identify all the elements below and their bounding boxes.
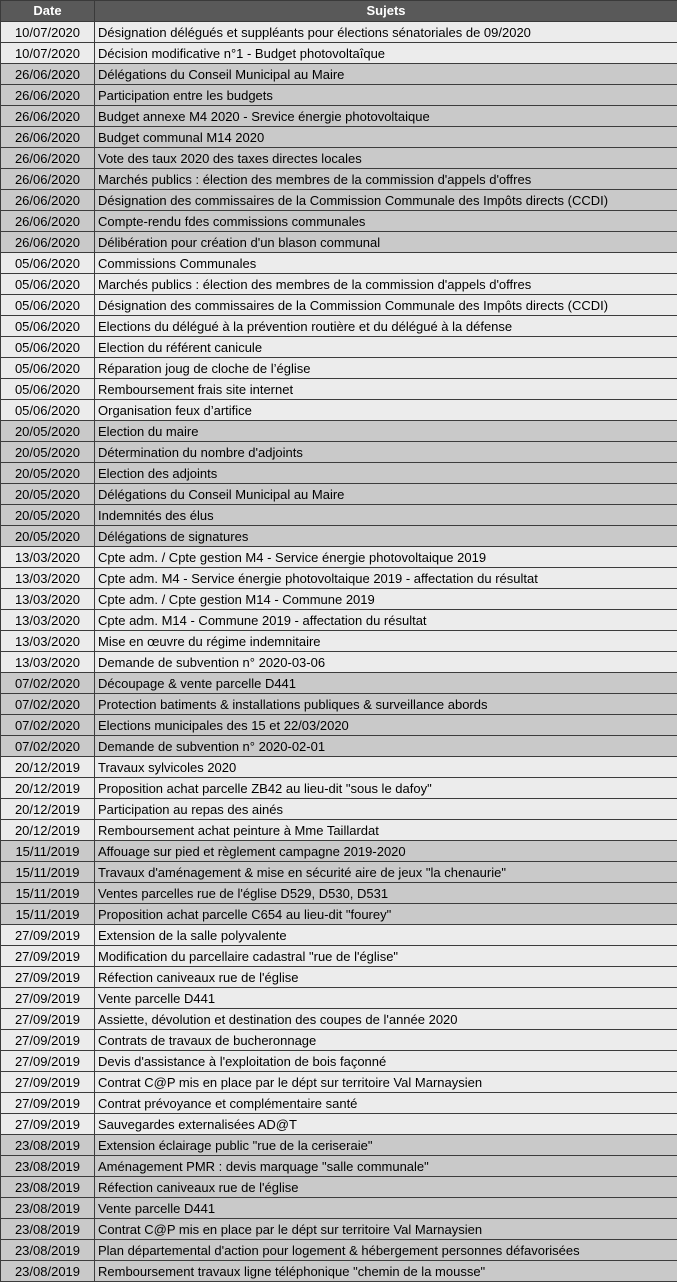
row-subject: Assiette, dévolution et destination des coupes de l'année 2020 [95,1009,677,1030]
row-date: 05/06/2020 [1,274,95,295]
row-subject: Désignation des commissaires de la Commission Communale des Impôts directs (CCDI) [95,295,677,316]
table-row [1,169,677,190]
row-date: 07/02/2020 [1,715,95,736]
table-row [1,547,677,568]
row-subject: Découpage & vente parcelle D441 [95,673,677,694]
row-date: 27/09/2019 [1,1114,95,1135]
row-date: 20/05/2020 [1,463,95,484]
row-subject: Décision modificative n°1 - Budget photovoltaîque [95,43,677,64]
row-date: 23/08/2019 [1,1177,95,1198]
row-subject: Désignation délégués et suppléants pour élections sénatoriales de 09/2020 [95,22,677,43]
row-subject: Demande de subvention n° 2020-03-06 [95,652,677,673]
table-row [1,1219,677,1240]
row-date: 05/06/2020 [1,400,95,421]
row-subject: Remboursement frais site internet [95,379,677,400]
table-row [1,1156,677,1177]
row-date: 13/03/2020 [1,631,95,652]
row-subject: Election du maire [95,421,677,442]
row-date: 05/06/2020 [1,337,95,358]
table-row [1,799,677,820]
row-subject: Contrats de travaux de bucheronnage [95,1030,677,1051]
table-row [1,1261,677,1282]
table-row [1,904,677,925]
row-subject: Compte-rendu fdes commissions communales [95,211,677,232]
row-subject: Election des adjoints [95,463,677,484]
row-subject: Proposition achat parcelle ZB42 au lieu-dit "sous le dafoy" [95,778,677,799]
row-date: 05/06/2020 [1,358,95,379]
row-subject: Organisation feux d’artifice [95,400,677,421]
row-date: 23/08/2019 [1,1219,95,1240]
row-subject: Devis d'assistance à l'exploitation de bois façonné [95,1051,677,1072]
table-row [1,694,677,715]
row-subject: Plan départemental d'action pour logement & hébergement personnes défavorisées [95,1240,677,1261]
table-row [1,1093,677,1114]
table-row [1,22,677,43]
row-subject: Délibération pour création d'un blason communal [95,232,677,253]
table-row [1,421,677,442]
row-subject: Participation au repas des ainés [95,799,677,820]
row-subject: Vente parcelle D441 [95,1198,677,1219]
table-row [1,1072,677,1093]
row-subject: Indemnités des élus [95,505,677,526]
row-date: 20/05/2020 [1,526,95,547]
row-date: 23/08/2019 [1,1135,95,1156]
row-date: 26/06/2020 [1,169,95,190]
table-row [1,589,677,610]
row-subject: Contrat C@P mis en place par le dépt sur territoire Val Marnaysien [95,1219,677,1240]
table-row [1,148,677,169]
table-row [1,253,677,274]
table-row [1,1051,677,1072]
row-subject: Proposition achat parcelle C654 au lieu-dit "fourey" [95,904,677,925]
row-date: 13/03/2020 [1,568,95,589]
row-subject: Contrat prévoyance et complémentaire santé [95,1093,677,1114]
row-subject: Cpte adm. M14 - Commune 2019 - affectation du résultat [95,610,677,631]
row-date: 23/08/2019 [1,1156,95,1177]
row-subject: Cpte adm. / Cpte gestion M4 - Service énergie photovoltaique 2019 [95,547,677,568]
table-row [1,295,677,316]
row-date: 20/05/2020 [1,442,95,463]
row-date: 20/12/2019 [1,778,95,799]
table-row [1,778,677,799]
date-column-header[interactable]: Date [1,1,95,22]
row-subject: Réfection caniveaux rue de l'église [95,967,677,988]
table-row [1,736,677,757]
row-subject: Budget communal M14 2020 [95,127,677,148]
row-date: 05/06/2020 [1,316,95,337]
row-date: 23/08/2019 [1,1198,95,1219]
row-subject: Marchés publics : élection des membres de la commission d'appels d'offres [95,169,677,190]
row-date: 10/07/2020 [1,43,95,64]
table-row [1,232,677,253]
row-subject: Mise en œuvre du régime indemnitaire [95,631,677,652]
table-row [1,526,677,547]
row-date: 27/09/2019 [1,1030,95,1051]
table-row [1,757,677,778]
table-row [1,841,677,862]
row-subject: Extension de la salle polyvalente [95,925,677,946]
row-date: 15/11/2019 [1,883,95,904]
row-date: 20/12/2019 [1,757,95,778]
table-row [1,64,677,85]
table-row [1,946,677,967]
table-row [1,43,677,64]
table-row [1,652,677,673]
row-date: 27/09/2019 [1,1009,95,1030]
row-date: 20/12/2019 [1,799,95,820]
row-date: 15/11/2019 [1,904,95,925]
table-row [1,1240,677,1261]
table-row [1,106,677,127]
row-subject: Aménagement PMR : devis marquage "salle communale" [95,1156,677,1177]
row-date: 26/06/2020 [1,64,95,85]
row-subject: Extension éclairage public "rue de la ceriseraie" [95,1135,677,1156]
row-subject: Elections municipales des 15 et 22/03/2020 [95,715,677,736]
row-subject: Travaux d'aménagement & mise en sécurité aire de jeux "la chenaurie" [95,862,677,883]
row-date: 05/06/2020 [1,379,95,400]
row-subject: Election du référent canicule [95,337,677,358]
subject-column-header[interactable]: Sujets [95,1,677,22]
header-row [1,1,677,22]
row-subject: Participation entre les budgets [95,85,677,106]
table-row [1,379,677,400]
table-row [1,505,677,526]
row-subject: Commissions Communales [95,253,677,274]
table-row [1,337,677,358]
row-subject: Détermination du nombre d'adjoints [95,442,677,463]
row-subject: Délégations du Conseil Municipal au Maire [95,64,677,85]
table-row [1,484,677,505]
row-subject: Désignation des commissaires de la Commission Communale des Impôts directs (CCDI) [95,190,677,211]
row-date: 23/08/2019 [1,1240,95,1261]
table-row [1,1198,677,1219]
row-date: 13/03/2020 [1,652,95,673]
table-row [1,715,677,736]
row-subject: Elections du délégué à la prévention routière et du délégué à la défense [95,316,677,337]
table-row [1,358,677,379]
row-date: 20/12/2019 [1,820,95,841]
row-date: 15/11/2019 [1,862,95,883]
row-subject: Travaux sylvicoles 2020 [95,757,677,778]
table-row [1,1009,677,1030]
table-row [1,967,677,988]
table-row [1,442,677,463]
table-row [1,127,677,148]
row-date: 26/06/2020 [1,127,95,148]
row-subject: Réfection caniveaux rue de l'église [95,1177,677,1198]
row-subject: Cpte adm. M4 - Service énergie photovoltaique 2019 - affectation du résultat [95,568,677,589]
row-date: 27/09/2019 [1,925,95,946]
row-subject: Sauvegardes externalisées AD@T [95,1114,677,1135]
row-subject: Délégations de signatures [95,526,677,547]
row-subject: Vote des taux 2020 des taxes directes locales [95,148,677,169]
row-date: 05/06/2020 [1,295,95,316]
row-date: 05/06/2020 [1,253,95,274]
table-row [1,1114,677,1135]
table-row [1,1030,677,1051]
row-date: 07/02/2020 [1,673,95,694]
row-date: 27/09/2019 [1,967,95,988]
table-row [1,631,677,652]
table-row [1,85,677,106]
row-subject: Délégations du Conseil Municipal au Maire [95,484,677,505]
row-date: 26/06/2020 [1,211,95,232]
row-date: 26/06/2020 [1,148,95,169]
row-subject: Budget annexe M4 2020 - Srevice énergie photovoltaique [95,106,677,127]
table-body [1,22,677,1282]
row-date: 27/09/2019 [1,1072,95,1093]
row-subject: Réparation joug de cloche de l’église [95,358,677,379]
row-date: 20/05/2020 [1,505,95,526]
row-subject: Affouage sur pied et règlement campagne 2019-2020 [95,841,677,862]
table-row [1,883,677,904]
table-row [1,988,677,1009]
table-row [1,1135,677,1156]
table-row [1,274,677,295]
row-subject: Remboursement travaux ligne téléphonique "chemin de la mousse" [95,1261,677,1282]
table-row [1,1177,677,1198]
row-date: 26/06/2020 [1,232,95,253]
table-row [1,610,677,631]
row-date: 13/03/2020 [1,547,95,568]
row-date: 23/08/2019 [1,1261,95,1282]
table-row [1,820,677,841]
row-date: 13/03/2020 [1,610,95,631]
table-row [1,211,677,232]
row-subject: Remboursement achat peinture à Mme Taillardat [95,820,677,841]
row-subject: Ventes parcelles rue de l'église D529, D530, D531 [95,883,677,904]
row-subject: Contrat C@P mis en place par le dépt sur territoire Val Marnaysien [95,1072,677,1093]
table-row [1,568,677,589]
row-date: 27/09/2019 [1,988,95,1009]
table-row [1,463,677,484]
row-date: 13/03/2020 [1,589,95,610]
row-date: 20/05/2020 [1,484,95,505]
row-date: 26/06/2020 [1,85,95,106]
row-subject: Protection batiments & installations publiques & surveillance abords [95,694,677,715]
row-date: 07/02/2020 [1,736,95,757]
row-date: 15/11/2019 [1,841,95,862]
row-date: 26/06/2020 [1,106,95,127]
row-date: 26/06/2020 [1,190,95,211]
row-date: 27/09/2019 [1,1093,95,1114]
table-row [1,190,677,211]
row-subject: Vente parcelle D441 [95,988,677,1009]
row-subject: Marchés publics : élection des membres de la commission d'appels d'offres [95,274,677,295]
row-date: 20/05/2020 [1,421,95,442]
row-date: 27/09/2019 [1,946,95,967]
row-subject: Cpte adm. / Cpte gestion M14 - Commune 2019 [95,589,677,610]
table-row [1,673,677,694]
table-row [1,862,677,883]
row-date: 27/09/2019 [1,1051,95,1072]
table-row [1,925,677,946]
row-date: 07/02/2020 [1,694,95,715]
table-row [1,316,677,337]
row-date: 10/07/2020 [1,22,95,43]
row-subject: Demande de subvention n° 2020-02-01 [95,736,677,757]
row-subject: Modification du parcellaire cadastral "rue de l'église" [95,946,677,967]
table-row [1,400,677,421]
